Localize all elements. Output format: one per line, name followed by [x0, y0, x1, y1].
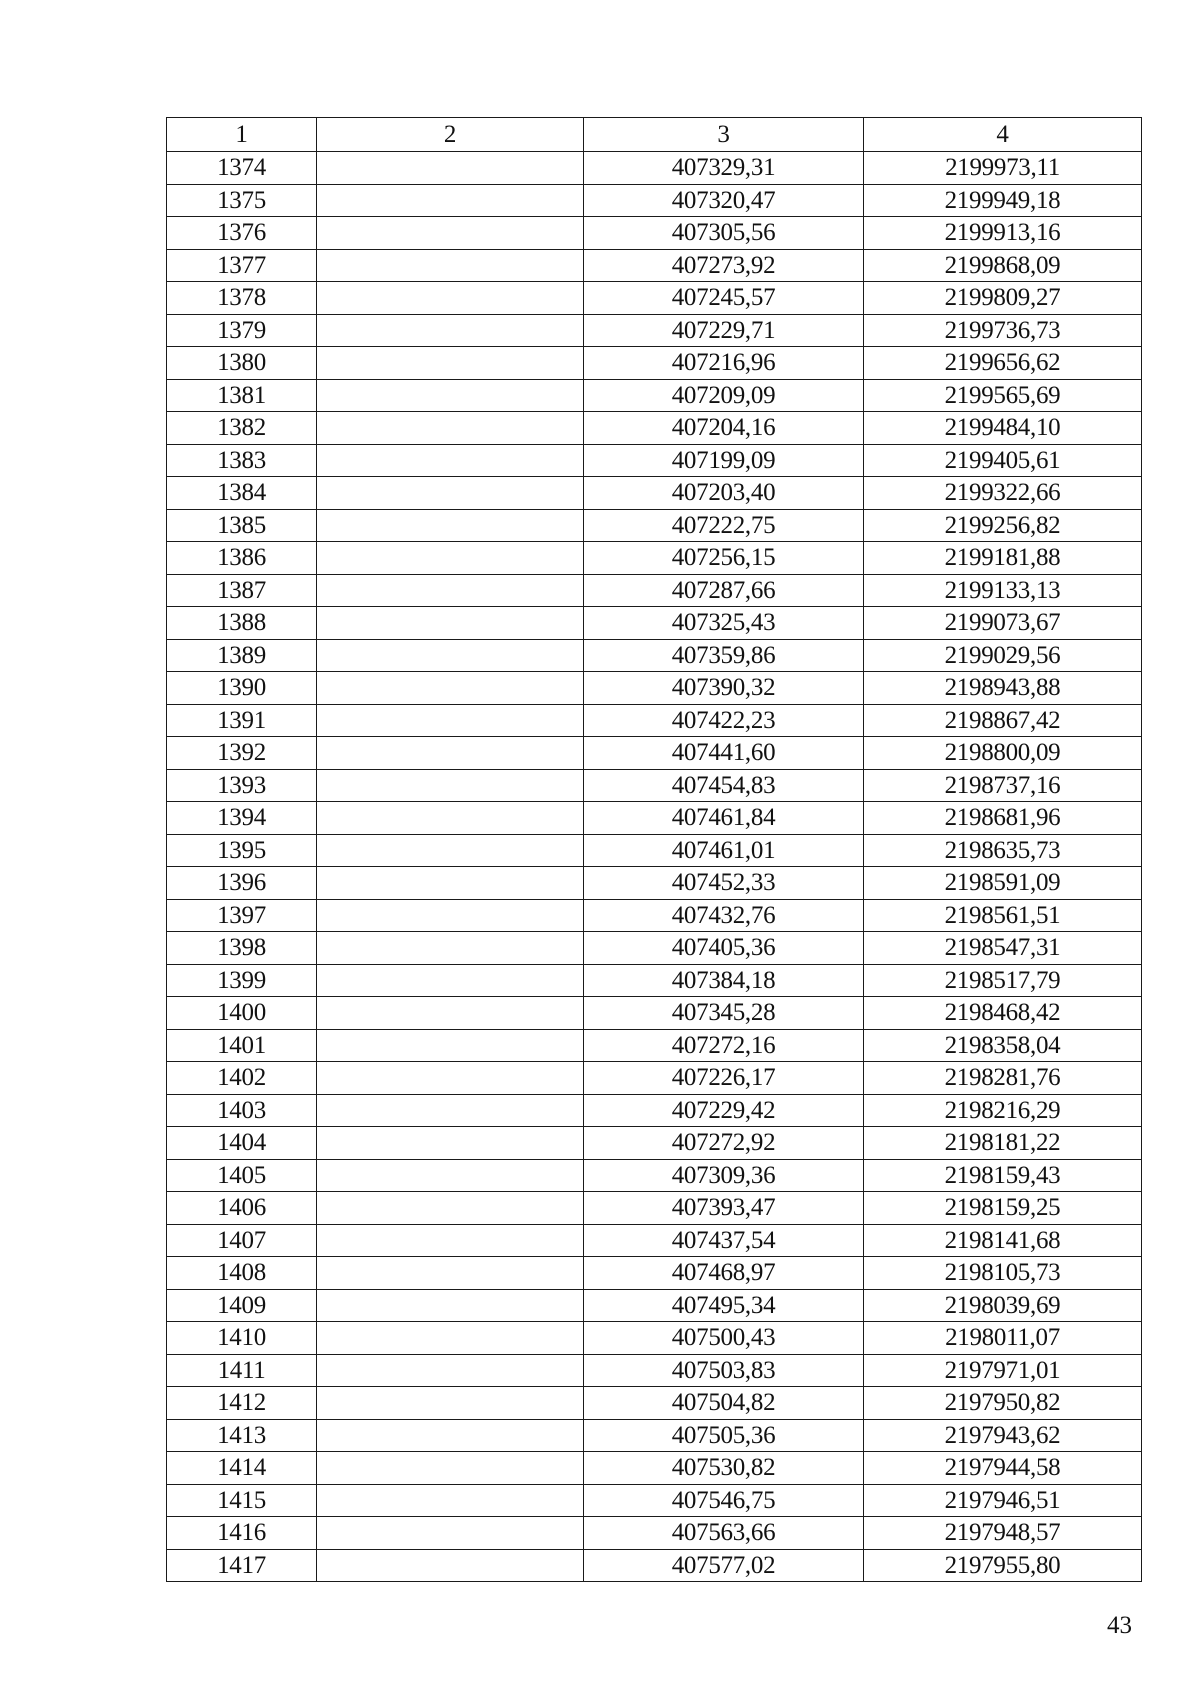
table-row — [167, 1354, 1142, 1387]
empty-cell — [317, 477, 584, 510]
table-row — [167, 1549, 1142, 1582]
table-row — [167, 1452, 1142, 1485]
coordinate-y-cell: 2199256,82 — [864, 509, 1142, 542]
table-row — [167, 1484, 1142, 1517]
point-number-cell: 1411 — [167, 1354, 317, 1387]
empty-cell — [317, 217, 584, 250]
table-row — [167, 217, 1142, 250]
table-row — [167, 249, 1142, 282]
point-number-cell: 1396 — [167, 867, 317, 900]
table-row — [167, 899, 1142, 932]
empty-cell — [317, 834, 584, 867]
coordinate-y-cell: 2198800,09 — [864, 737, 1142, 770]
table-row — [167, 672, 1142, 705]
table-body — [167, 152, 1142, 1582]
empty-cell — [317, 1224, 584, 1257]
coordinate-x-cell: 407359,86 — [584, 639, 864, 672]
empty-cell — [317, 1387, 584, 1420]
empty-cell — [317, 347, 584, 380]
point-number-cell: 1382 — [167, 412, 317, 445]
coordinate-x-cell: 407390,32 — [584, 672, 864, 705]
table-row — [167, 1127, 1142, 1160]
empty-cell — [317, 769, 584, 802]
table-row — [167, 574, 1142, 607]
empty-cell — [317, 1484, 584, 1517]
point-number-cell: 1404 — [167, 1127, 317, 1160]
coordinate-x-cell: 407229,71 — [584, 314, 864, 347]
table-row — [167, 1419, 1142, 1452]
coordinate-x-cell: 407461,01 — [584, 834, 864, 867]
point-number-cell: 1383 — [167, 444, 317, 477]
coordinate-x-cell: 407329,31 — [584, 152, 864, 185]
table-row — [167, 509, 1142, 542]
coordinate-x-cell: 407273,92 — [584, 249, 864, 282]
empty-cell — [317, 997, 584, 1030]
coordinate-y-cell: 2198517,79 — [864, 964, 1142, 997]
coordinate-x-cell: 407320,47 — [584, 184, 864, 217]
table-row — [167, 834, 1142, 867]
coordinate-y-cell: 2198216,29 — [864, 1094, 1142, 1127]
point-number-cell: 1410 — [167, 1322, 317, 1355]
point-number-cell: 1395 — [167, 834, 317, 867]
coordinate-y-cell: 2198591,09 — [864, 867, 1142, 900]
table-row — [167, 802, 1142, 835]
empty-cell — [317, 542, 584, 575]
coordinate-x-cell: 407422,23 — [584, 704, 864, 737]
coordinate-x-cell: 407272,92 — [584, 1127, 864, 1160]
point-number-cell: 1412 — [167, 1387, 317, 1420]
table-row — [167, 1094, 1142, 1127]
point-number-cell: 1415 — [167, 1484, 317, 1517]
coordinate-x-cell: 407504,82 — [584, 1387, 864, 1420]
coordinate-y-cell: 2199322,66 — [864, 477, 1142, 510]
table-row — [167, 997, 1142, 1030]
column-header-1: 1 — [167, 118, 317, 152]
coordinate-x-cell: 407546,75 — [584, 1484, 864, 1517]
empty-cell — [317, 1159, 584, 1192]
coordinate-x-cell: 407384,18 — [584, 964, 864, 997]
coordinate-x-cell: 407325,43 — [584, 607, 864, 640]
point-number-cell: 1385 — [167, 509, 317, 542]
table-row — [167, 639, 1142, 672]
point-number-cell: 1416 — [167, 1517, 317, 1550]
point-number-cell: 1402 — [167, 1062, 317, 1095]
table-row — [167, 1062, 1142, 1095]
empty-cell — [317, 1419, 584, 1452]
empty-cell — [317, 672, 584, 705]
point-number-cell: 1378 — [167, 282, 317, 315]
coordinate-y-cell: 2199133,13 — [864, 574, 1142, 607]
coordinate-y-cell: 2198468,42 — [864, 997, 1142, 1030]
point-number-cell: 1387 — [167, 574, 317, 607]
coordinate-y-cell: 2199913,16 — [864, 217, 1142, 250]
coordinate-x-cell: 407305,56 — [584, 217, 864, 250]
empty-cell — [317, 444, 584, 477]
point-number-cell: 1381 — [167, 379, 317, 412]
table-row — [167, 1257, 1142, 1290]
table-row — [167, 1159, 1142, 1192]
empty-cell — [317, 1354, 584, 1387]
coordinate-y-cell: 2197943,62 — [864, 1419, 1142, 1452]
coordinate-x-cell: 407272,16 — [584, 1029, 864, 1062]
point-number-cell: 1386 — [167, 542, 317, 575]
point-number-cell: 1392 — [167, 737, 317, 770]
empty-cell — [317, 152, 584, 185]
point-number-cell: 1401 — [167, 1029, 317, 1062]
coordinate-y-cell: 2198635,73 — [864, 834, 1142, 867]
table-row — [167, 1517, 1142, 1550]
point-number-cell: 1399 — [167, 964, 317, 997]
coordinate-x-cell: 407345,28 — [584, 997, 864, 1030]
point-number-cell: 1374 — [167, 152, 317, 185]
empty-cell — [317, 282, 584, 315]
coordinate-x-cell: 407441,60 — [584, 737, 864, 770]
column-header-2: 2 — [317, 118, 584, 152]
empty-cell — [317, 899, 584, 932]
coordinate-y-cell: 2198281,76 — [864, 1062, 1142, 1095]
table-header-row — [167, 118, 1142, 152]
point-number-cell: 1393 — [167, 769, 317, 802]
coordinate-x-cell: 407468,97 — [584, 1257, 864, 1290]
column-header-3: 3 — [584, 118, 864, 152]
empty-cell — [317, 184, 584, 217]
coordinate-x-cell: 407287,66 — [584, 574, 864, 607]
coordinate-y-cell: 2198181,22 — [864, 1127, 1142, 1160]
coordinate-y-cell: 2198737,16 — [864, 769, 1142, 802]
coordinate-y-cell: 2198561,51 — [864, 899, 1142, 932]
coordinate-x-cell: 407209,09 — [584, 379, 864, 412]
coordinate-y-cell: 2198039,69 — [864, 1289, 1142, 1322]
coordinate-x-cell: 407577,02 — [584, 1549, 864, 1582]
point-number-cell: 1379 — [167, 314, 317, 347]
coordinate-x-cell: 407309,36 — [584, 1159, 864, 1192]
coordinate-y-cell: 2198105,73 — [864, 1257, 1142, 1290]
table-row — [167, 932, 1142, 965]
table-row — [167, 1192, 1142, 1225]
coordinate-x-cell: 407505,36 — [584, 1419, 864, 1452]
table-row — [167, 1387, 1142, 1420]
coordinate-x-cell: 407203,40 — [584, 477, 864, 510]
table-row — [167, 347, 1142, 380]
coordinate-x-cell: 407393,47 — [584, 1192, 864, 1225]
coordinate-x-cell: 407503,83 — [584, 1354, 864, 1387]
empty-cell — [317, 1289, 584, 1322]
coordinate-x-cell: 407245,57 — [584, 282, 864, 315]
coordinate-x-cell: 407204,16 — [584, 412, 864, 445]
point-number-cell: 1376 — [167, 217, 317, 250]
point-number-cell: 1391 — [167, 704, 317, 737]
empty-cell — [317, 1192, 584, 1225]
coordinate-x-cell: 407452,33 — [584, 867, 864, 900]
coordinate-y-cell: 2198681,96 — [864, 802, 1142, 835]
empty-cell — [317, 379, 584, 412]
empty-cell — [317, 1127, 584, 1160]
coordinate-x-cell: 407454,83 — [584, 769, 864, 802]
column-header-4: 4 — [864, 118, 1142, 152]
coordinate-y-cell: 2198867,42 — [864, 704, 1142, 737]
table-row — [167, 542, 1142, 575]
coordinate-y-cell: 2198159,25 — [864, 1192, 1142, 1225]
empty-cell — [317, 1094, 584, 1127]
coordinate-y-cell: 2197950,82 — [864, 1387, 1142, 1420]
coordinate-x-cell: 407229,42 — [584, 1094, 864, 1127]
point-number-cell: 1403 — [167, 1094, 317, 1127]
empty-cell — [317, 314, 584, 347]
coordinate-y-cell: 2199029,56 — [864, 639, 1142, 672]
table-row — [167, 867, 1142, 900]
coordinate-y-cell: 2197971,01 — [864, 1354, 1142, 1387]
coordinate-y-cell: 2199809,27 — [864, 282, 1142, 315]
point-number-cell: 1400 — [167, 997, 317, 1030]
coordinate-x-cell: 407216,96 — [584, 347, 864, 380]
coordinate-y-cell: 2199656,62 — [864, 347, 1142, 380]
coordinate-x-cell: 407199,09 — [584, 444, 864, 477]
table-row — [167, 184, 1142, 217]
coordinate-x-cell: 407437,54 — [584, 1224, 864, 1257]
coordinate-x-cell: 407432,76 — [584, 899, 864, 932]
empty-cell — [317, 867, 584, 900]
table-row — [167, 1322, 1142, 1355]
point-number-cell: 1413 — [167, 1419, 317, 1452]
coordinate-y-cell: 2199484,10 — [864, 412, 1142, 445]
empty-cell — [317, 1452, 584, 1485]
table-row — [167, 1224, 1142, 1257]
point-number-cell: 1388 — [167, 607, 317, 640]
coordinate-x-cell: 407461,84 — [584, 802, 864, 835]
coordinate-y-cell: 2199868,09 — [864, 249, 1142, 282]
empty-cell — [317, 1322, 584, 1355]
empty-cell — [317, 412, 584, 445]
empty-cell — [317, 639, 584, 672]
table-row — [167, 964, 1142, 997]
empty-cell — [317, 509, 584, 542]
point-number-cell: 1408 — [167, 1257, 317, 1290]
coordinate-y-cell: 2198011,07 — [864, 1322, 1142, 1355]
empty-cell — [317, 607, 584, 640]
coordinate-x-cell: 407405,36 — [584, 932, 864, 965]
coordinate-y-cell: 2199736,73 — [864, 314, 1142, 347]
point-number-cell: 1409 — [167, 1289, 317, 1322]
table-row — [167, 379, 1142, 412]
empty-cell — [317, 737, 584, 770]
point-number-cell: 1417 — [167, 1549, 317, 1582]
empty-cell — [317, 574, 584, 607]
coordinate-y-cell: 2197946,51 — [864, 1484, 1142, 1517]
table-row — [167, 704, 1142, 737]
empty-cell — [317, 964, 584, 997]
coordinate-y-cell: 2198943,88 — [864, 672, 1142, 705]
empty-cell — [317, 1257, 584, 1290]
table-row — [167, 444, 1142, 477]
point-number-cell: 1406 — [167, 1192, 317, 1225]
coordinate-y-cell: 2198141,68 — [864, 1224, 1142, 1257]
coordinate-y-cell: 2198159,43 — [864, 1159, 1142, 1192]
empty-cell — [317, 932, 584, 965]
point-number-cell: 1398 — [167, 932, 317, 965]
empty-cell — [317, 802, 584, 835]
table-row — [167, 737, 1142, 770]
coordinate-y-cell: 2198358,04 — [864, 1029, 1142, 1062]
coordinate-x-cell: 407530,82 — [584, 1452, 864, 1485]
empty-cell — [317, 1029, 584, 1062]
coordinate-y-cell: 2198547,31 — [864, 932, 1142, 965]
coordinate-y-cell: 2197955,80 — [864, 1549, 1142, 1582]
coordinate-y-cell: 2199073,67 — [864, 607, 1142, 640]
empty-cell — [317, 1549, 584, 1582]
point-number-cell: 1389 — [167, 639, 317, 672]
point-number-cell: 1397 — [167, 899, 317, 932]
table-row — [167, 607, 1142, 640]
coordinate-y-cell: 2199565,69 — [864, 379, 1142, 412]
table-row — [167, 314, 1142, 347]
point-number-cell: 1394 — [167, 802, 317, 835]
table-row — [167, 477, 1142, 510]
point-number-cell: 1384 — [167, 477, 317, 510]
coordinate-x-cell: 407563,66 — [584, 1517, 864, 1550]
coordinate-y-cell: 2197944,58 — [864, 1452, 1142, 1485]
point-number-cell: 1405 — [167, 1159, 317, 1192]
coordinate-x-cell: 407226,17 — [584, 1062, 864, 1095]
table-row — [167, 282, 1142, 315]
empty-cell — [317, 704, 584, 737]
empty-cell — [317, 1517, 584, 1550]
coordinate-x-cell: 407500,43 — [584, 1322, 864, 1355]
coordinates-table — [166, 117, 1142, 1582]
point-number-cell: 1390 — [167, 672, 317, 705]
point-number-cell: 1377 — [167, 249, 317, 282]
table-row — [167, 769, 1142, 802]
empty-cell — [317, 1062, 584, 1095]
point-number-cell: 1380 — [167, 347, 317, 380]
point-number-cell: 1407 — [167, 1224, 317, 1257]
table-row — [167, 152, 1142, 185]
coordinate-y-cell: 2199405,61 — [864, 444, 1142, 477]
point-number-cell: 1375 — [167, 184, 317, 217]
coordinate-x-cell: 407222,75 — [584, 509, 864, 542]
coordinate-x-cell: 407495,34 — [584, 1289, 864, 1322]
table-row — [167, 1289, 1142, 1322]
page-number: 43 — [1107, 1612, 1132, 1639]
table-row — [167, 1029, 1142, 1062]
coordinate-y-cell: 2199949,18 — [864, 184, 1142, 217]
coordinate-x-cell: 407256,15 — [584, 542, 864, 575]
empty-cell — [317, 249, 584, 282]
point-number-cell: 1414 — [167, 1452, 317, 1485]
coordinate-y-cell: 2199181,88 — [864, 542, 1142, 575]
coordinate-y-cell: 2199973,11 — [864, 152, 1142, 185]
table-row — [167, 412, 1142, 445]
coordinate-y-cell: 2197948,57 — [864, 1517, 1142, 1550]
